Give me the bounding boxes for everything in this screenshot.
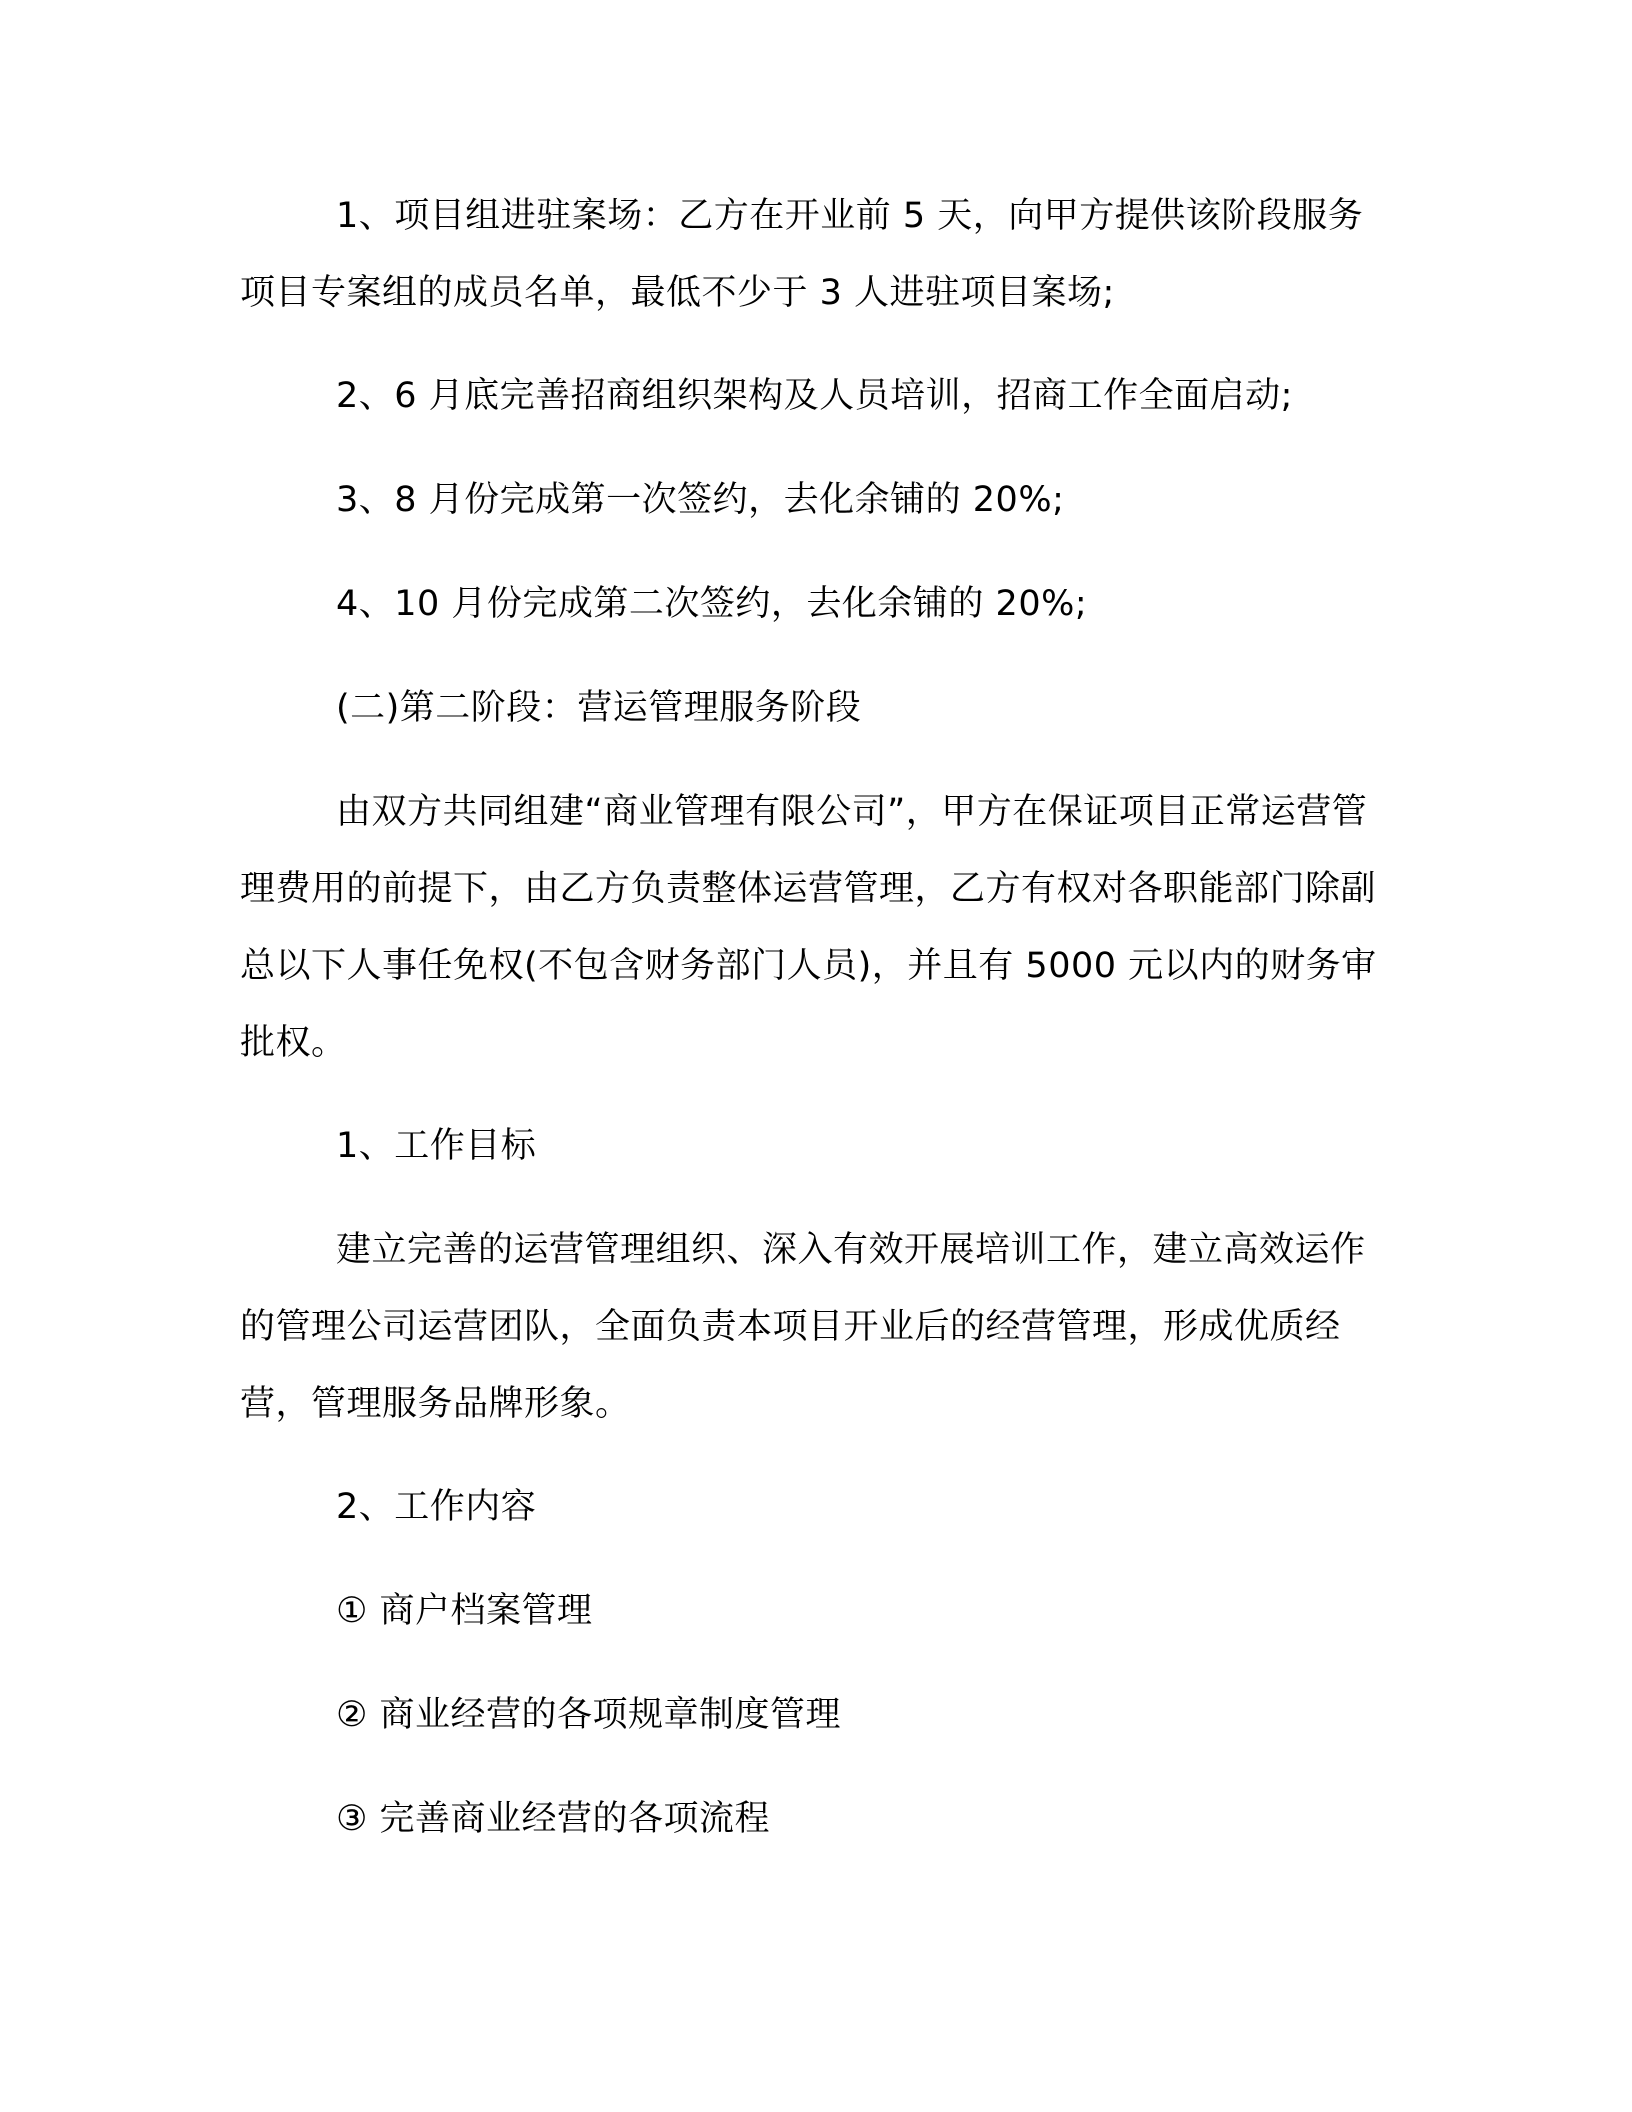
paragraph-work-goals: 建立完善的运营管理组织、深入有效开展培训工作，建立高效运作的管理公司运营团队，全面负责本项目开业后的经营管理，形成优质经营，管理服务品牌形象。 [240,1230,1366,1424]
paragraph-company-setup: 由双方共同组建“商业管理有限公司”，甲方在保证项目正常运营管理费用的前提下，由乙方负责整体运营管理，乙方有权对各职能部门除副总以下人事任免权(不包含财务部门人员)，并且有 5000 元以内的财务审批权。 [240,792,1377,1063]
paragraph-item-1: 1、项目组进驻案场：乙方在开业前 5 天，向甲方提供该阶段服务项目专案组的成员名单，最低不少于 3 人进驻项目案场; [240,196,1364,313]
content-item-2: ② 商业经营的各项规章制度管理 [336,1695,842,1735]
content-item-1: ① 商户档案管理 [336,1591,593,1631]
paragraph-item-3: 3、8 月份完成第一次签约，去化余铺的 20%; [336,480,1065,520]
paragraph-item-4: 4、10 月份完成第二次签约，去化余铺的 20%; [336,584,1088,624]
paragraph-item-2: 2、6 月底完善招商组织架构及人员培训，招商工作全面启动; [336,376,1293,416]
section-heading-stage-2: (二)第二阶段：营运管理服务阶段 [336,688,862,728]
subheading-work-goals: 1、工作目标 [336,1126,537,1166]
content-item-3: ③ 完善商业经营的各项流程 [336,1799,771,1839]
subheading-work-content: 2、工作内容 [336,1487,537,1527]
